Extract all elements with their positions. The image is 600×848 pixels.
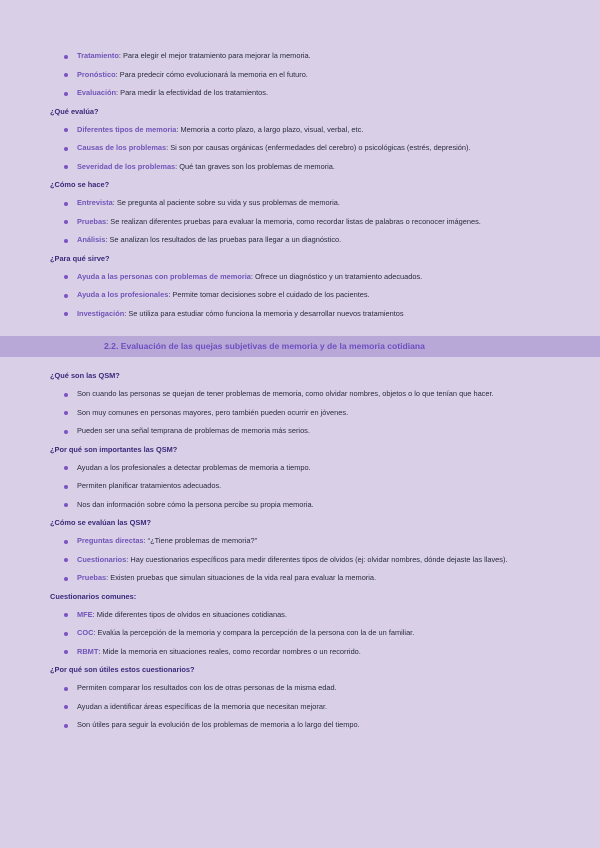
heading-que-son: ¿Qué son las QSM?	[50, 371, 120, 380]
list-item	[50, 305, 570, 324]
list-item	[50, 47, 570, 66]
list-item	[50, 606, 570, 625]
list-item	[50, 532, 570, 551]
heading-cuestionarios-comunes: Cuestionarios comunes:	[50, 591, 137, 601]
list-item	[50, 477, 570, 496]
section-header-band	[0, 336, 600, 357]
bullet-icon	[64, 613, 68, 617]
list-item	[50, 679, 570, 698]
list-item	[50, 139, 570, 158]
list-item	[50, 404, 570, 423]
bullet-icon	[64, 411, 68, 415]
list-item-text: : Existen pruebas que simulan situaciones de la vida real para evaluar la memoria.	[106, 573, 377, 582]
bullet-icon	[64, 220, 68, 224]
list-item-text: Son muy comunes en personas mayores, pero también pueden ocurrir en jóvenes.	[77, 407, 349, 417]
por-que-importantes-list	[50, 459, 570, 515]
list-item-text: : Hay cuestionarios específicos para medir diferentes tipos de olvidos (ej: olvidar nombres, dónde dejaste las llaves).	[126, 554, 508, 564]
list-item	[50, 121, 570, 140]
list-item	[50, 624, 570, 643]
bullet-icon	[64, 239, 68, 243]
list-item	[50, 268, 570, 287]
list-item-text: : Para elegir el mejor tratamiento para mejorar la memoria.	[118, 51, 311, 60]
list-item	[50, 422, 570, 441]
list-item-term: Diferentes tipos de memoria	[77, 124, 177, 134]
list-item-term: Severidad de los problemas	[77, 161, 176, 171]
list-item-term: RBMT	[77, 646, 99, 656]
bullet-icon	[64, 92, 68, 96]
bullet-icon	[64, 687, 68, 691]
que-evalua-list	[50, 121, 570, 177]
como-se-evaluan-list	[50, 532, 570, 588]
list-item	[50, 66, 570, 85]
heading-como-se-hace: ¿Cómo se hace?	[50, 180, 110, 189]
list-item-term: Ayuda a los profesionales	[77, 290, 169, 299]
list-item-term: Análisis	[77, 235, 106, 244]
bullet-icon	[64, 73, 68, 77]
bullet-icon	[64, 430, 68, 434]
list-item-term: Investigación	[77, 308, 125, 318]
heading-por-que-utiles: ¿Por qué son útiles estos cuestionarios?	[50, 665, 195, 674]
bullet-icon	[64, 466, 68, 470]
bullet-icon	[64, 312, 68, 316]
list-item-text: : Si son por causas orgánicas (enfermedades del cerebro) o psicológicas (estrés, depresión).	[166, 143, 471, 152]
heading-por-que-importantes: ¿Por qué son importantes las QSM?	[50, 444, 178, 454]
list-item-text: : Mide diferentes tipos de olvidos en situaciones cotidianas.	[92, 609, 287, 619]
list-item-text: : Se pregunta al paciente sobre su vida y sus problemas de memoria.	[112, 198, 340, 207]
list-item	[50, 286, 570, 305]
list-item	[50, 385, 570, 404]
list-item-text: : Se utiliza para estudiar cómo funciona la memoria y desarrollar nuevos tratamientos	[124, 308, 404, 318]
bullet-icon	[64, 577, 68, 581]
list-item-term: Preguntas directas	[77, 536, 144, 545]
list-item-text: Pueden ser una señal temprana de problemas de memoria más serios.	[77, 426, 310, 435]
top-content	[50, 47, 570, 323]
list-item	[50, 569, 570, 588]
list-item	[50, 496, 570, 515]
list-item-text: : “¿Tiene problemas de memoria?”	[143, 536, 258, 545]
bullet-icon	[64, 147, 68, 151]
list-item-text: Permiten comparar los resultados con los de otras personas de la misma edad.	[77, 683, 337, 692]
list-item-text: : Permite tomar decisiones sobre el cuidado de los pacientes.	[168, 290, 370, 299]
list-item-text: : Qué tan graves son los problemas de memoria.	[175, 161, 335, 171]
list-item-text: : Se analizan los resultados de las pruebas para llegar a un diagnóstico.	[105, 235, 342, 244]
bullet-icon	[64, 393, 68, 397]
list-item-term: Tratamiento	[77, 51, 119, 60]
list-item-term: COC	[77, 628, 94, 637]
list-item-term: Pruebas	[77, 216, 107, 226]
bullet-icon	[64, 558, 68, 562]
section-title: 2.2. Evaluación de las quejas subjetivas de memoria y de la memoria cotidiana	[104, 341, 425, 351]
list-item-text: Son cuando las personas se quejan de tener problemas de memoria, como olvidar nombres, objetos o lo que tenían que hacer.	[77, 389, 494, 398]
list-item-term: Causas de los problemas	[77, 143, 167, 152]
list-item-text: : Evalúa la percepción de la memoria y compara la percepción de la persona con la de un familiar.	[93, 628, 415, 637]
list-item	[50, 158, 570, 177]
list-item-term: Cuestionarios	[77, 554, 127, 564]
para-que-sirve-list	[50, 268, 570, 324]
bullet-icon	[64, 202, 68, 206]
bullet-icon	[64, 128, 68, 132]
list-item-term: Ayuda a las personas con problemas de memoria	[77, 271, 251, 281]
list-item-text: : Para predecir cómo evolucionará la memoria en el futuro.	[115, 69, 308, 79]
bullet-icon	[64, 724, 68, 728]
bullet-icon	[64, 275, 68, 279]
heading-como-se-evaluan: ¿Cómo se evalúan las QSM?	[50, 518, 152, 527]
list-item-term: MFE	[77, 609, 93, 619]
list-item	[50, 84, 570, 103]
list-item-text: : Ofrece un diagnóstico y un tratamiento adecuados.	[250, 271, 423, 281]
list-item	[50, 231, 570, 250]
list-item-term: Evaluación	[77, 88, 117, 97]
bullet-icon	[64, 165, 68, 169]
list-item-text: Son útiles para seguir la evolución de los problemas de memoria a lo largo del tiempo.	[77, 720, 360, 729]
bullet-icon	[64, 632, 68, 636]
list-item	[50, 643, 570, 662]
bullet-icon	[64, 485, 68, 489]
list-item-term: Entrevista	[77, 198, 113, 207]
list-item-text: Ayudan a los profesionales a detectar problemas de memoria a tiempo.	[77, 462, 311, 472]
bullet-icon	[64, 503, 68, 507]
heading-para-que-sirve: ¿Para qué sirve?	[50, 253, 110, 263]
list-item	[50, 551, 570, 570]
bottom-content	[50, 367, 570, 735]
list-item-text: Nos dan información sobre cómo la persona percibe su propia memoria.	[77, 499, 314, 509]
como-se-hace-list	[50, 194, 570, 250]
list-item-term: Pronóstico	[77, 69, 116, 79]
intro-list	[50, 47, 570, 103]
list-item	[50, 213, 570, 232]
bullet-icon	[64, 705, 68, 709]
por-que-utiles-list	[50, 679, 570, 735]
list-item-text: : Se realizan diferentes pruebas para evaluar la memoria, como recordar listas de palabras o reconocer imágenes.	[106, 216, 481, 226]
list-item-term: Pruebas	[77, 573, 107, 582]
que-son-list	[50, 385, 570, 441]
bullet-icon	[64, 55, 68, 59]
list-item	[50, 716, 570, 735]
cuestionarios-comunes-list	[50, 606, 570, 662]
heading-que-evalua: ¿Qué evalúa?	[50, 106, 99, 116]
list-item-text: Ayudan a identificar áreas específicas de la memoria que necesitan mejorar.	[77, 701, 328, 711]
bullet-icon	[64, 650, 68, 654]
list-item	[50, 194, 570, 213]
list-item	[50, 459, 570, 478]
list-item-text: : Para medir la efectividad de los tratamientos.	[116, 88, 269, 97]
bullet-icon	[64, 294, 68, 298]
list-item	[50, 698, 570, 717]
list-item-text: : Memoria a corto plazo, a largo plazo, visual, verbal, etc.	[176, 124, 364, 134]
bullet-icon	[64, 540, 68, 544]
list-item-text: Permiten planificar tratamientos adecuados.	[77, 481, 222, 490]
list-item-text: : Mide la memoria en situaciones reales, como recordar nombres o un recorrido.	[98, 646, 361, 656]
